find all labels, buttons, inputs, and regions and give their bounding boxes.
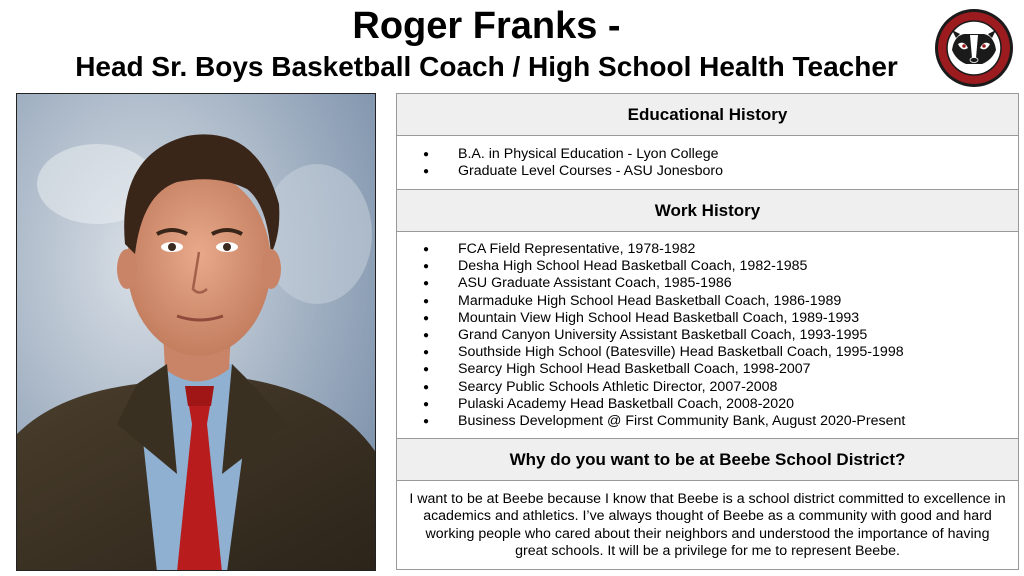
list-item: ● Searcy Public Schools Athletic Director, 2007-2008 — [423, 379, 1018, 396]
badger-mascot-icon — [934, 8, 1014, 88]
portrait-photo — [16, 93, 376, 571]
list-item: ● Grand Canyon University Assistant Basketball Coach, 1993-1995 — [423, 327, 1018, 344]
profile-table — [396, 93, 1019, 570]
why-paragraph-container — [397, 481, 1018, 571]
list-item: ● Graduate Level Courses - ASU Jonesboro — [423, 163, 1018, 180]
list-item: ● FCA Field Representative, 1978-1982 — [423, 241, 1018, 258]
education-heading: Educational History — [397, 94, 1018, 136]
why-paragraph: I want to be at Beebe because I know that Beebe is a school district committed to excellence in academics and athletics. I’ve always thought of Beebe as a community with good and hard working people who cared about their neighbors and understood the importance of having great schools. It will be a privilege for me to represent Beebe. — [409, 491, 1006, 560]
page-title: Roger Franks - — [352, 5, 621, 47]
list-item: ● Searcy High School Head Basketball Coach, 1998-2007 — [423, 361, 1018, 378]
list-item: ● Pulaski Academy Head Basketball Coach, 2008-2020 — [423, 396, 1018, 413]
list-item: ● Mountain View High School Head Basketball Coach, 1989-1993 — [423, 310, 1018, 327]
list-item: ● Marmaduke High School Head Basketball Coach, 1986-1989 — [423, 293, 1018, 310]
education-list — [397, 136, 1018, 190]
list-item: ● Southside High School (Batesville) Head Basketball Coach, 1995-1998 — [423, 344, 1018, 361]
list-item: ● ASU Graduate Assistant Coach, 1985-1986 — [423, 275, 1018, 292]
list-item: ● Desha High School Head Basketball Coach, 1982-1985 — [423, 258, 1018, 275]
page-subtitle: Head Sr. Boys Basketball Coach / High School Health Teacher — [75, 51, 898, 82]
why-heading: Why do you want to be at Beebe School District? — [397, 439, 1018, 481]
list-item: ● B.A. in Physical Education - Lyon College — [423, 146, 1018, 163]
list-item: ● Business Development @ First Community Bank, August 2020-Present — [423, 413, 1018, 430]
work-heading: Work History — [397, 190, 1018, 232]
work-list — [397, 232, 1018, 439]
